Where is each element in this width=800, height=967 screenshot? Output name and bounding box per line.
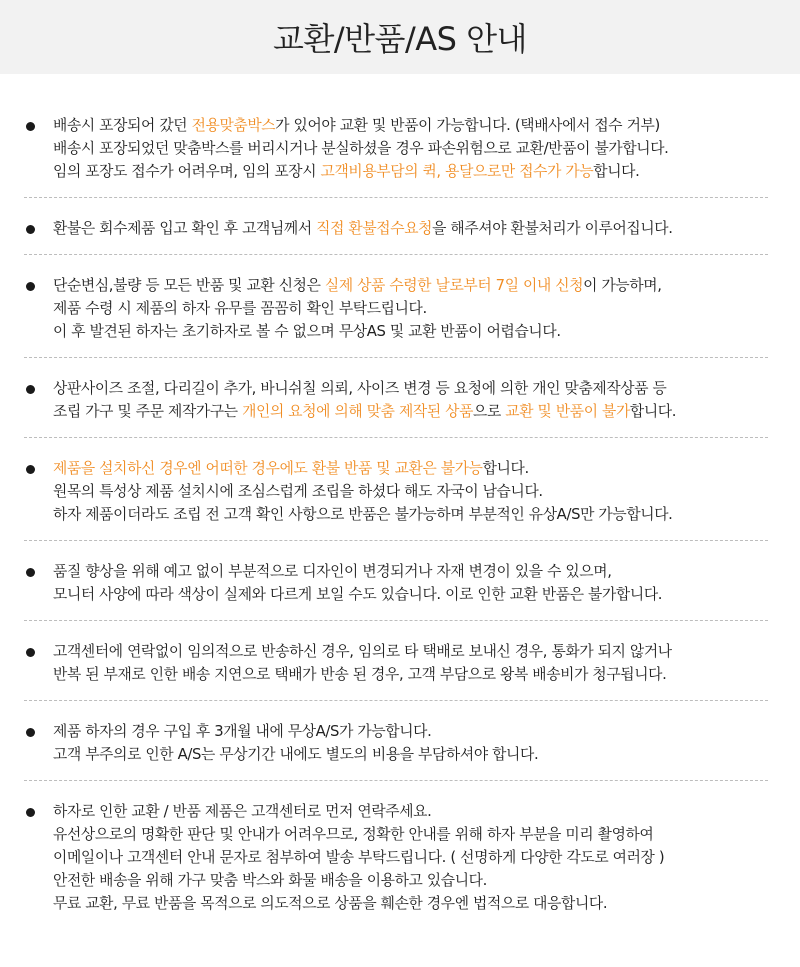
notice-line <box>53 297 768 320</box>
notice-line <box>53 869 768 892</box>
highlight-text: 고객비용부담의 퀵, 용달으로만 접수가 가능 <box>320 163 594 180</box>
notice-text: 합니다. <box>629 403 677 420</box>
notice-text: 합니다. <box>593 163 640 180</box>
notice-text: 품질 향상을 위해 예고 없이 부분적으로 디자인이 변경되거나 자재 변경이 있을 수 있으며, <box>53 563 612 580</box>
bullet-dot-icon <box>26 465 35 474</box>
header-bar <box>0 0 800 74</box>
notice-line <box>53 892 768 915</box>
notice-line <box>53 640 768 663</box>
notice-text: 하자 제품이더라도 조립 전 고객 확인 사항으로 반품은 불가능하며 부분적인 유상A/S만 가능합니다. <box>53 506 673 523</box>
notice-section <box>24 274 768 358</box>
page-title: 교환/반품/AS 안내 <box>273 20 527 58</box>
notice-line <box>53 377 768 400</box>
notice-text: 상판사이즈 조절, 다리길이 추가, 바니쉬칠 의뢰, 사이즈 변경 등 요청에 의한 개인 맞춤제작상품 등 <box>53 380 667 397</box>
notice-line <box>53 560 768 583</box>
notice-line <box>53 846 768 869</box>
notice-text: 이 후 발견된 하자는 초기하자로 볼 수 없으며 무상AS 및 교환 반품이 어렵습니다. <box>53 323 561 340</box>
highlight-text: 전용맞춤박스 <box>191 117 276 134</box>
bullet-dot-icon <box>26 385 35 394</box>
bullet-dot-icon <box>26 808 35 817</box>
notice-text: 제품 수령 시 제품의 하자 유무를 꼼꼼히 확인 부탁드립니다. <box>53 300 427 317</box>
notice-text: 반복 된 부재로 인한 배송 지연으로 택배가 반송 된 경우, 고객 부담으로 왕복 배송비가 청구됩니다. <box>53 666 667 683</box>
notice-text: 안전한 배송을 위해 가구 맞춤 박스와 화물 배송을 이용하고 있습니다. <box>53 872 487 889</box>
highlight-text: 제품을 설치하신 경우엔 어떠한 경우에도 환불 반품 및 교환은 불가능 <box>53 460 483 477</box>
highlight-text: 개인의 요청에 의해 맞춤 제작된 상품 <box>242 403 474 420</box>
notice-text: 무료 교환, 무료 반품을 목적으로 의도적으로 상품을 훼손한 경우엔 법적으로 대응합니다. <box>53 895 608 912</box>
bullet-dot-icon <box>26 282 35 291</box>
highlight-text: 직접 환불접수요청 <box>316 220 433 237</box>
notice-line <box>53 823 768 846</box>
notice-line <box>53 663 768 686</box>
notice-section <box>24 114 768 198</box>
notice-text: 원목의 특성상 제품 설치시에 조심스럽게 조립을 하셨다 해도 자국이 남습니다. <box>53 483 543 500</box>
notice-line <box>53 457 768 480</box>
notice-text: 환불은 회수제품 입고 확인 후 고객님께서 <box>53 220 317 237</box>
notice-text: 으로 <box>473 403 506 420</box>
highlight-text: 교환 및 반품이 불가 <box>505 403 630 420</box>
notice-line <box>53 800 768 823</box>
notice-line <box>53 160 768 183</box>
notice-section <box>24 640 768 701</box>
bullet-dot-icon <box>26 225 35 234</box>
notice-text: 제품 하자의 경우 구입 후 3개월 내에 무상A/S가 가능합니다. <box>53 723 432 740</box>
notice-text: 고객센터에 연락없이 임의적으로 반송하신 경우, 임의로 타 택배로 보내신 경우, 통화가 되지 않거나 <box>53 643 672 660</box>
notice-line <box>53 274 768 297</box>
bullet-dot-icon <box>26 728 35 737</box>
notice-line <box>53 480 768 503</box>
bullet-dot-icon <box>26 122 35 131</box>
notice-section <box>24 217 768 255</box>
notice-text: 고객 부주의로 인한 A/S는 무상기간 내에도 별도의 비용을 부담하셔야 합니다. <box>53 746 539 763</box>
notice-text: 모니터 사양에 따라 색상이 실제와 다르게 보일 수도 있습니다. 이로 인한 교환 반품은 불가합니다. <box>53 586 663 603</box>
notice-line <box>53 503 768 526</box>
highlight-text: 실제 상품 수령한 날로부터 7일 이내 신청 <box>324 277 584 294</box>
notice-text: 배송시 포장되었던 맞춤박스를 버리시거나 분실하셨을 경우 파손위험으로 교환/반품이 불가합니다. <box>53 140 669 157</box>
notice-line <box>53 217 768 240</box>
notice-list <box>0 74 800 929</box>
notice-line <box>53 743 768 766</box>
notice-line <box>53 320 768 343</box>
bullet-dot-icon <box>26 648 35 657</box>
notice-line <box>53 583 768 606</box>
notice-text: 임의 포장도 접수가 어려우며, 임의 포장시 <box>53 163 321 180</box>
notice-line <box>53 720 768 743</box>
notice-section <box>24 720 768 781</box>
notice-text: 조립 가구 및 주문 제작가구는 <box>53 403 243 420</box>
notice-text: 을 해주셔야 환불처리가 이루어집니다. <box>432 220 673 237</box>
notice-section <box>24 377 768 438</box>
notice-text: 하자로 인한 교환 / 반품 제품은 고객센터로 먼저 연락주세요. <box>53 803 432 820</box>
notice-text: 유선상으로의 명확한 판단 및 안내가 어려우므로, 정확한 안내를 위해 하자 부분을 미리 촬영하여 <box>53 826 654 843</box>
notice-line <box>53 137 768 160</box>
notice-text: 배송시 포장되어 갔던 <box>53 117 192 134</box>
notice-text: 단순변심,불량 등 모든 반품 및 교환 신청은 <box>53 277 325 294</box>
notice-line <box>53 400 768 423</box>
notice-text: 이메일이나 고객센터 안내 문자로 첨부하여 발송 부탁드립니다. ( 선명하게 다양한 각도로 여러장 ) <box>53 849 665 866</box>
notice-text: 합니다. <box>482 460 529 477</box>
notice-section <box>24 560 768 621</box>
notice-section <box>24 457 768 541</box>
notice-text: 가 있어야 교환 및 반품이 가능합니다. (택배사에서 접수 거부) <box>275 117 660 134</box>
notice-text: 이 가능하며, <box>583 277 662 294</box>
bullet-dot-icon <box>26 568 35 577</box>
notice-section <box>24 800 768 929</box>
notice-line <box>53 114 768 137</box>
